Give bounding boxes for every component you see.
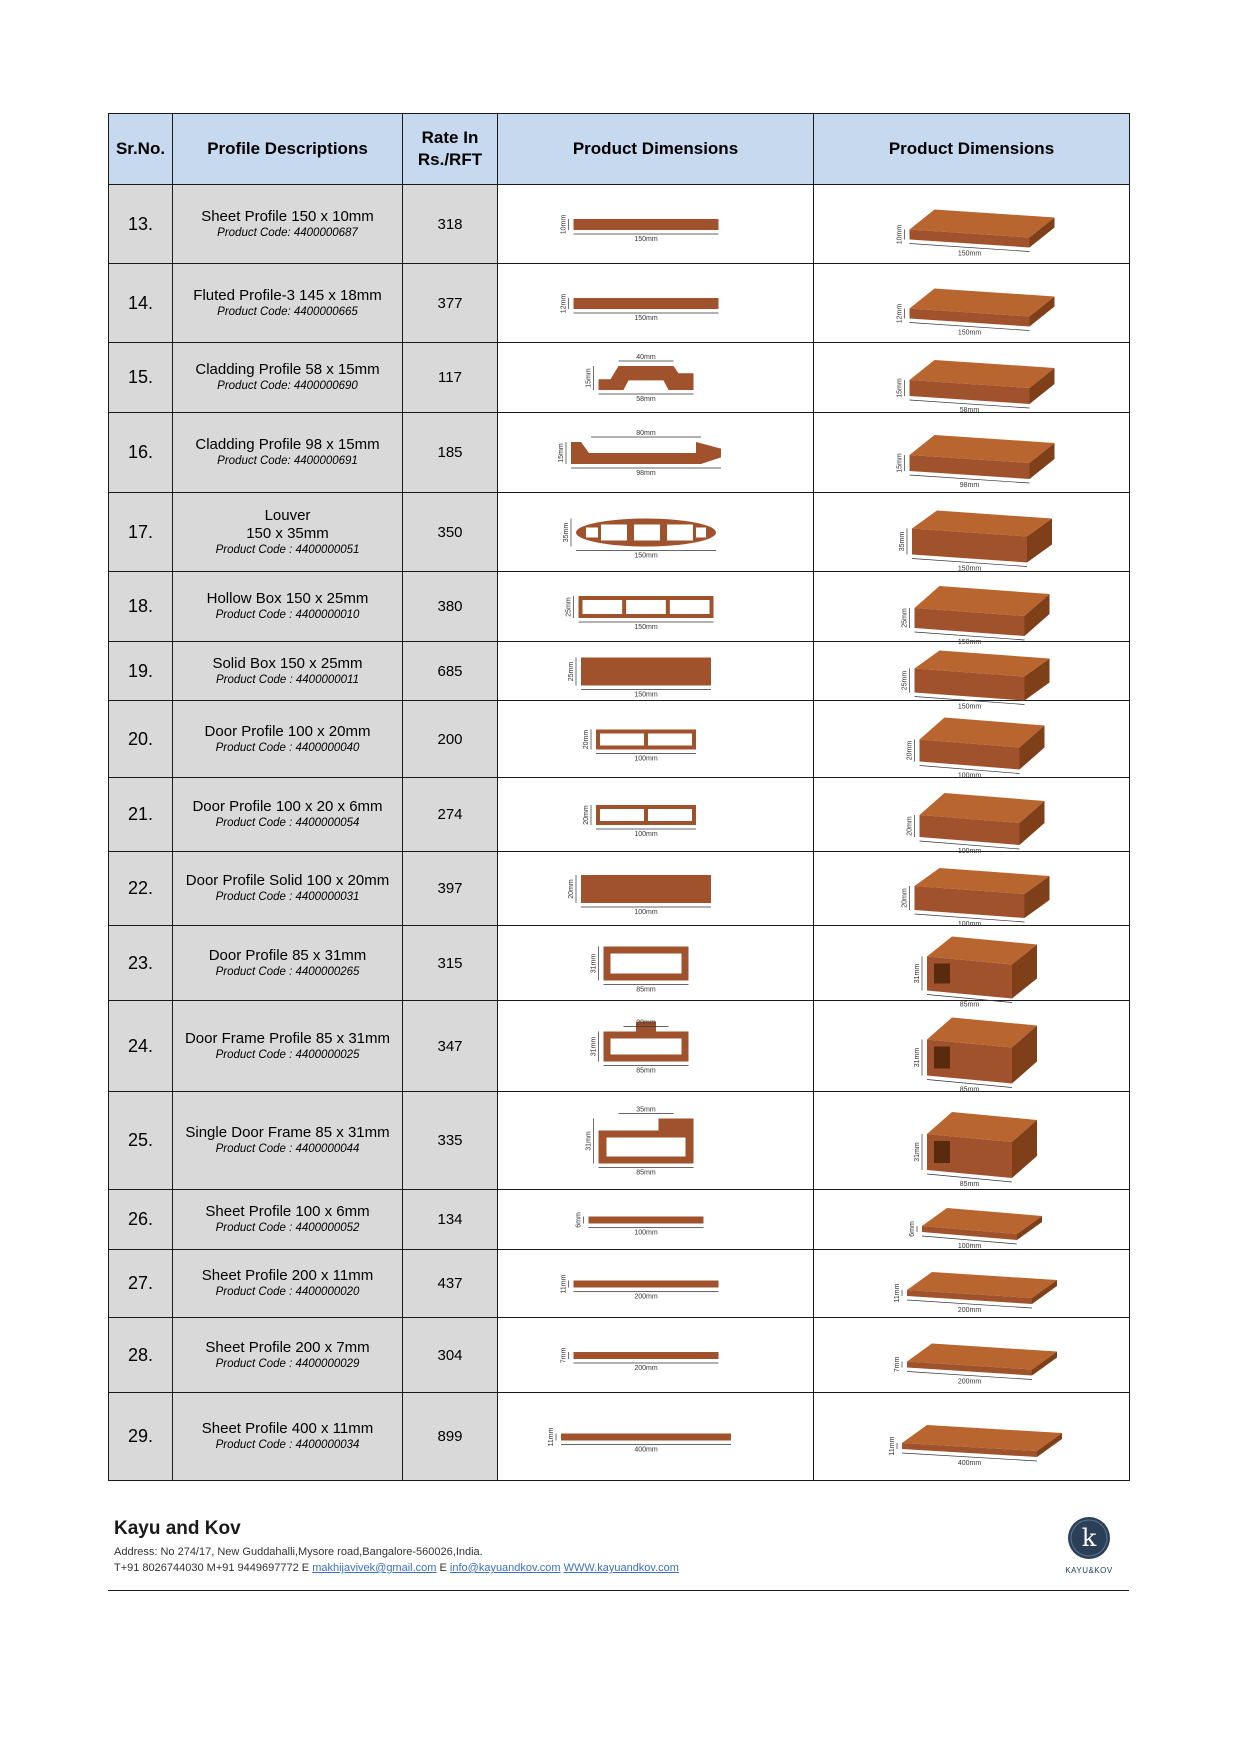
top-dimension-label: 35mm	[635, 1106, 656, 1113]
top-dimension-label: 40mm	[635, 353, 656, 361]
dimension-drawing-2d	[498, 1190, 814, 1250]
section-drawing	[506, 266, 806, 341]
product-code: Product Code : 4400000051	[215, 543, 360, 556]
height-dimension-label: 31mm	[585, 1130, 592, 1151]
section-drawing	[506, 1003, 806, 1090]
dimension-drawing-2d	[498, 1092, 814, 1190]
rate-cell: 274	[403, 778, 498, 852]
width-dimension-label: 150mm	[633, 314, 658, 322]
price-table	[108, 113, 1130, 1481]
dimension-drawing-3d	[814, 926, 1130, 1008]
height-dimension-label: 11mm	[560, 1274, 567, 1293]
height-dimension-label: 31mm	[913, 1141, 921, 1162]
product-code: Product Code : 4400000011	[215, 673, 359, 686]
sr-no-cell: 15.	[109, 343, 173, 413]
isometric-drawing	[822, 1395, 1122, 1479]
hollow-cell	[934, 1141, 950, 1163]
width-dimension-label: 200mm	[957, 1306, 981, 1314]
dimension-drawing-2d	[498, 1318, 814, 1393]
sr-no-cell: 26.	[109, 1190, 173, 1250]
rate-cell: 377	[403, 264, 498, 343]
width-dimension-label: 150mm	[633, 235, 658, 243]
isometric-drawing	[822, 644, 1122, 710]
profile-section	[561, 1433, 731, 1440]
width-dimension-label: 200mm	[957, 1378, 981, 1385]
rate-cell: 335	[403, 1092, 498, 1190]
height-dimension-label: 20mm	[901, 887, 908, 908]
height-dimension-label: 7mm	[893, 1356, 901, 1372]
section-drawing	[506, 1320, 806, 1391]
table-row	[109, 1092, 1130, 1190]
description-cell	[173, 1092, 403, 1190]
profile-name: Solid Box 150 x 25mm	[212, 654, 363, 672]
rate-cell: 899	[403, 1393, 498, 1481]
dimension-drawing-3d	[814, 1250, 1130, 1318]
height-dimension-label: 35mm	[562, 522, 570, 542]
sr-no-cell: 29.	[109, 1393, 173, 1481]
profile-section	[581, 657, 711, 685]
profile-section	[573, 1280, 718, 1287]
width-dimension-label: 85mm	[635, 1169, 656, 1176]
isometric-drawing	[822, 854, 1122, 928]
logo-letter: k	[1081, 1524, 1097, 1552]
sr-no-cell: 18.	[109, 572, 173, 642]
height-dimension-label: 31mm	[590, 1036, 597, 1056]
product-code: Product Code : 4400000025	[215, 1048, 360, 1061]
height-dimension-label: 31mm	[913, 1047, 921, 1067]
table-row	[109, 1250, 1130, 1318]
width-dimension-label: 150mm	[957, 250, 981, 257]
company-address: Address: No 274/17, New Guddahalli,Mysore road,Bangalore-560026,India.	[114, 1546, 483, 1558]
description-cell	[173, 572, 403, 642]
footer	[108, 1502, 1129, 1591]
height-dimension-label: 7mm	[560, 1347, 567, 1363]
hollow-cell	[669, 600, 709, 614]
hollow-cell	[600, 733, 644, 745]
width-dimension-label: 85mm	[959, 1180, 979, 1188]
email-link-info[interactable]: info@kayuandkov.com	[449, 1562, 561, 1574]
hollow-cell	[600, 809, 644, 821]
dimension-drawing-2d	[498, 1393, 814, 1481]
height-dimension-label: 15mm	[896, 452, 903, 473]
rate-cell: 117	[403, 343, 498, 413]
isometric-drawing	[822, 1094, 1122, 1188]
profile-size: 150 x 35mm	[246, 524, 329, 542]
dimension-drawing-2d	[498, 701, 814, 778]
height-dimension-label: 15mm	[557, 442, 565, 463]
rate-cell: 685	[403, 642, 498, 701]
height-dimension-label: 11mm	[547, 1427, 555, 1446]
width-dimension-label: 85mm	[959, 1001, 979, 1008]
width-dimension-label: 58mm	[635, 395, 656, 403]
width-dimension-label: 150mm	[633, 552, 658, 559]
sr-no-cell: 22.	[109, 852, 173, 926]
table-row	[109, 1190, 1130, 1250]
width-dimension-label: 98mm	[959, 481, 979, 489]
product-code: Product Code : 4400000044	[215, 1143, 360, 1155]
height-dimension-label: 25mm	[901, 670, 908, 690]
dimension-drawing-2d	[498, 1001, 814, 1092]
dimension-drawing-3d	[814, 572, 1130, 646]
profile-name: Fluted Profile-3 145 x 18mm	[193, 286, 382, 304]
rate-cell: 347	[403, 1001, 498, 1092]
dimension-drawing-2d	[498, 926, 814, 1001]
dimension-drawing-3d	[814, 185, 1130, 264]
hollow-cell	[610, 953, 681, 973]
height-dimension-label: 11mm	[888, 1436, 896, 1455]
width-dimension-label: 85mm	[959, 1086, 979, 1093]
table-row	[109, 493, 1130, 572]
description-cell	[173, 926, 403, 1001]
product-code: Product Code : 4400000052	[215, 1222, 360, 1234]
isometric-drawing	[822, 495, 1122, 570]
sr-no-cell: 25.	[109, 1092, 173, 1190]
product-code: Product Code : 4400000054	[215, 817, 360, 829]
profile-name: Sheet Profile 100 x 6mm	[205, 1203, 370, 1220]
hollow-cell	[648, 733, 692, 745]
isometric-drawing	[822, 574, 1122, 646]
isometric-drawing	[822, 187, 1122, 262]
height-dimension-label: 10mm	[896, 224, 903, 244]
width-dimension-label: 100mm	[957, 920, 981, 928]
dimension-drawing-2d	[498, 642, 814, 701]
profile-name: Hollow Box 150 x 25mm	[206, 590, 369, 607]
profile-name: Cladding Profile 58 x 15mm	[195, 361, 380, 378]
dimension-drawing-3d	[814, 852, 1130, 926]
hollow-cell	[582, 600, 622, 614]
profile-section	[573, 219, 718, 230]
rate-cell: 397	[403, 852, 498, 926]
table-row	[109, 778, 1130, 852]
description-cell	[173, 701, 403, 778]
dimension-drawing-3d	[814, 1190, 1130, 1250]
hollow-cell	[648, 809, 692, 821]
width-dimension-label: 200mm	[633, 1364, 658, 1372]
height-dimension-label: 11mm	[893, 1283, 901, 1302]
description-cell	[173, 185, 403, 264]
height-dimension-label: 31mm	[590, 953, 597, 973]
logo-text: KAYU&KOV	[1065, 1566, 1113, 1575]
isometric-drawing	[822, 1252, 1122, 1316]
product-code: Product Code : 4400000010	[215, 609, 360, 621]
profile-section	[573, 298, 718, 309]
width-dimension-label: 100mm	[957, 772, 981, 779]
product-code: Product Code : 4400000034	[215, 1439, 360, 1451]
profile-name: Sheet Profile 400 x 11mm	[201, 1420, 374, 1437]
width-dimension-label: 200mm	[633, 1293, 658, 1300]
profile-section	[573, 1352, 718, 1359]
dimension-drawing-3d	[814, 264, 1130, 343]
width-dimension-label: 150mm	[633, 691, 658, 698]
section-drawing	[506, 495, 806, 570]
table-row	[109, 413, 1130, 493]
dimension-drawing-3d	[814, 343, 1130, 413]
rate-cell: 350	[403, 493, 498, 572]
height-dimension-label: 12mm	[896, 303, 903, 323]
hollow-cell	[667, 524, 693, 540]
product-code: Product Code : 4400000265	[215, 965, 360, 978]
width-dimension-label: 150mm	[957, 703, 981, 710]
top-dimension-label: 80mm	[635, 429, 656, 437]
dimension-drawing-3d	[814, 1393, 1130, 1481]
isometric-drawing	[822, 1320, 1122, 1391]
hollow-cell	[606, 1137, 685, 1156]
rate-cell: 134	[403, 1190, 498, 1250]
profile-name: Door Profile 100 x 20mm	[204, 722, 371, 740]
height-dimension-label: 20mm	[567, 878, 575, 899]
section-drawing	[506, 1252, 806, 1316]
height-dimension-label: 20mm	[582, 729, 590, 749]
dimension-drawing-3d	[814, 1318, 1130, 1393]
table-row	[109, 343, 1130, 413]
isometric-drawing	[822, 780, 1122, 855]
table-row	[109, 572, 1130, 642]
company-name: Kayu and Kov	[114, 1518, 241, 1539]
header-product-dimensions-2d: Product Dimensions	[498, 114, 814, 185]
description-cell	[173, 1393, 403, 1481]
table-row	[109, 264, 1130, 343]
hollow-cell	[934, 1046, 950, 1068]
isometric-drawing	[822, 703, 1122, 779]
width-dimension-label: 400mm	[957, 1459, 981, 1467]
product-code: Product Code: 4400000687	[217, 226, 358, 239]
dimension-drawing-3d	[814, 778, 1130, 855]
height-dimension-label: 35mm	[898, 531, 906, 551]
company-contact	[114, 1562, 679, 1574]
product-code: Product Code : 4400000029	[215, 1357, 360, 1370]
profile-name: Louver	[264, 506, 311, 524]
product-code: Product Code : 4400000020	[215, 1286, 360, 1298]
dimension-drawing-3d	[814, 493, 1130, 572]
website-link[interactable]: WWW.kayuandkov.com	[563, 1562, 679, 1574]
table-row	[109, 642, 1130, 701]
sr-no-cell: 16.	[109, 413, 173, 493]
sr-no-cell: 27.	[109, 1250, 173, 1318]
profile-name: Sheet Profile 200 x 11mm	[201, 1267, 374, 1284]
height-dimension-label: 25mm	[901, 607, 908, 628]
description-cell	[173, 642, 403, 701]
description-cell	[173, 1190, 403, 1250]
dimension-drawing-2d	[498, 343, 814, 413]
product-code: Product Code : 4400000031	[215, 891, 360, 903]
dimension-drawing-2d	[498, 778, 814, 852]
height-dimension-label: 15mm	[896, 377, 903, 398]
table-row	[109, 1393, 1130, 1481]
description-cell	[173, 1001, 403, 1092]
table-row	[109, 1001, 1130, 1092]
section-drawing	[506, 345, 806, 411]
description-cell	[173, 343, 403, 413]
sr-no-cell: 21.	[109, 778, 173, 852]
height-dimension-label: 6mm	[575, 1211, 582, 1228]
width-dimension-label: 58mm	[959, 406, 979, 414]
hollow-cell	[610, 1038, 681, 1054]
height-dimension-label: 25mm	[567, 661, 575, 681]
section-drawing	[506, 1192, 806, 1248]
table-row	[109, 852, 1130, 926]
height-dimension-label: 10mm	[560, 214, 567, 234]
width-dimension-label: 100mm	[633, 908, 658, 916]
isometric-drawing	[822, 415, 1122, 491]
width-dimension-label: 85mm	[635, 986, 656, 993]
description-cell	[173, 852, 403, 926]
rate-cell: 315	[403, 926, 498, 1001]
rate-cell: 185	[403, 413, 498, 493]
width-dimension-label: 150mm	[957, 329, 981, 336]
dimension-drawing-2d	[498, 852, 814, 926]
phone-numbers: T+91 8026744030 M+91 9449697772 E	[114, 1562, 310, 1574]
profile-section	[571, 442, 721, 464]
email-prefix: E	[439, 1562, 447, 1574]
width-dimension-label: 150mm	[957, 565, 981, 572]
hollow-cell	[626, 600, 666, 614]
section-drawing	[506, 415, 806, 491]
table-row	[109, 926, 1130, 1001]
table-row	[109, 1318, 1130, 1393]
table-row	[109, 701, 1130, 778]
description-cell	[173, 413, 403, 493]
height-dimension-label: 20mm	[582, 804, 590, 825]
hollow-cell	[586, 527, 598, 537]
product-code: Product Code : 4400000040	[215, 741, 360, 754]
profile-name: Door Profile Solid 100 x 20mm	[185, 872, 390, 889]
header-row	[109, 114, 1130, 185]
sr-no-cell: 14.	[109, 264, 173, 343]
profile-name: Sheet Profile 200 x 7mm	[205, 1338, 370, 1356]
width-dimension-label: 100mm	[633, 755, 658, 762]
sr-no-cell: 13.	[109, 185, 173, 264]
width-dimension-label: 100mm	[957, 847, 981, 855]
section-drawing	[506, 644, 806, 699]
width-dimension-label: 150mm	[633, 623, 658, 631]
header-rate	[403, 114, 498, 185]
profile-section	[588, 1216, 703, 1223]
dimension-drawing-3d	[814, 1001, 1130, 1092]
rate-cell: 304	[403, 1318, 498, 1393]
isometric-drawing	[822, 928, 1122, 1008]
height-dimension-label: 20mm	[906, 740, 913, 760]
dimension-drawing-2d	[498, 1250, 814, 1318]
product-code: Product Code: 4400000691	[217, 455, 358, 467]
hollow-cell	[634, 524, 660, 540]
section-drawing	[506, 928, 806, 999]
width-dimension-label: 100mm	[957, 1242, 981, 1250]
profile-name: Sheet Profile 150 x 10mm	[201, 207, 374, 225]
height-dimension-label: 12mm	[560, 293, 567, 313]
sr-no-cell: 20.	[109, 701, 173, 778]
height-dimension-label: 15mm	[585, 367, 592, 388]
sr-no-cell: 19.	[109, 642, 173, 701]
isometric-drawing	[822, 1192, 1122, 1248]
profile-section	[581, 875, 711, 903]
isometric-drawing	[822, 345, 1122, 414]
header-sr-no: Sr.No.	[109, 114, 173, 185]
isometric-drawing	[822, 266, 1122, 341]
description-cell	[173, 493, 403, 572]
width-dimension-label: 100mm	[633, 830, 658, 838]
width-dimension-label: 100mm	[633, 1229, 658, 1236]
product-code: Product Code: 4400000690	[217, 380, 358, 392]
rate-cell: 380	[403, 572, 498, 642]
product-code: Product Code: 4400000665	[217, 305, 358, 318]
section-drawing	[506, 780, 806, 850]
profile-name: Door Profile 100 x 20 x 6mm	[192, 798, 383, 815]
dimension-drawing-3d	[814, 642, 1130, 710]
header-profile-descriptions: Profile Descriptions	[173, 114, 403, 185]
description-cell	[173, 1318, 403, 1393]
profile-name: Single Door Frame 85 x 31mm	[185, 1124, 390, 1141]
dimension-drawing-3d	[814, 413, 1130, 493]
header-rate-label: Rate In Rs./RFT	[417, 128, 483, 169]
section-drawing	[506, 1094, 806, 1188]
width-dimension-label: 150mm	[957, 638, 981, 646]
height-dimension-label: 20mm	[906, 815, 913, 836]
description-cell	[173, 778, 403, 852]
rate-cell: 437	[403, 1250, 498, 1318]
company-logo-icon	[1065, 1516, 1113, 1566]
sr-no-cell: 28.	[109, 1318, 173, 1393]
dimension-drawing-3d	[814, 701, 1130, 778]
section-drawing	[506, 1395, 806, 1479]
section-drawing	[506, 703, 806, 776]
profile-name: Door Frame Profile 85 x 31mm	[184, 1029, 391, 1047]
sr-no-cell: 23.	[109, 926, 173, 1001]
sr-no-cell: 17.	[109, 493, 173, 572]
dimension-drawing-2d	[498, 185, 814, 264]
height-dimension-label: 31mm	[913, 963, 921, 983]
width-dimension-label: 85mm	[635, 1067, 656, 1074]
dimension-drawing-2d	[498, 413, 814, 493]
email-link-personal[interactable]: makhijavivek@gmail.com	[312, 1562, 437, 1574]
section-drawing	[506, 187, 806, 262]
dimension-drawing-2d	[498, 264, 814, 343]
dimension-drawing-3d	[814, 1092, 1130, 1190]
table-row	[109, 185, 1130, 264]
hollow-cell	[934, 963, 950, 983]
width-dimension-label: 400mm	[633, 1446, 658, 1453]
dimension-drawing-2d	[498, 572, 814, 642]
hollow-cell	[601, 524, 627, 540]
profile-name: Door Profile 85 x 31mm	[208, 946, 367, 964]
height-dimension-label: 25mm	[565, 596, 572, 617]
top-dimension-label: 20mm	[635, 1019, 656, 1026]
isometric-drawing	[822, 1003, 1122, 1093]
rate-cell: 200	[403, 701, 498, 778]
header-product-dimensions-3d: Product Dimensions	[814, 114, 1130, 185]
profile-name: Cladding Profile 98 x 15mm	[195, 436, 380, 453]
description-cell	[173, 1250, 403, 1318]
dimension-drawing-2d	[498, 493, 814, 572]
sr-no-cell: 24.	[109, 1001, 173, 1092]
hollow-cell	[696, 527, 706, 537]
section-drawing	[506, 854, 806, 924]
description-cell	[173, 264, 403, 343]
profile-section	[598, 366, 693, 390]
rate-cell: 318	[403, 185, 498, 264]
height-dimension-label: 6mm	[908, 1220, 916, 1237]
width-dimension-label: 98mm	[635, 469, 656, 477]
section-drawing	[506, 574, 806, 640]
